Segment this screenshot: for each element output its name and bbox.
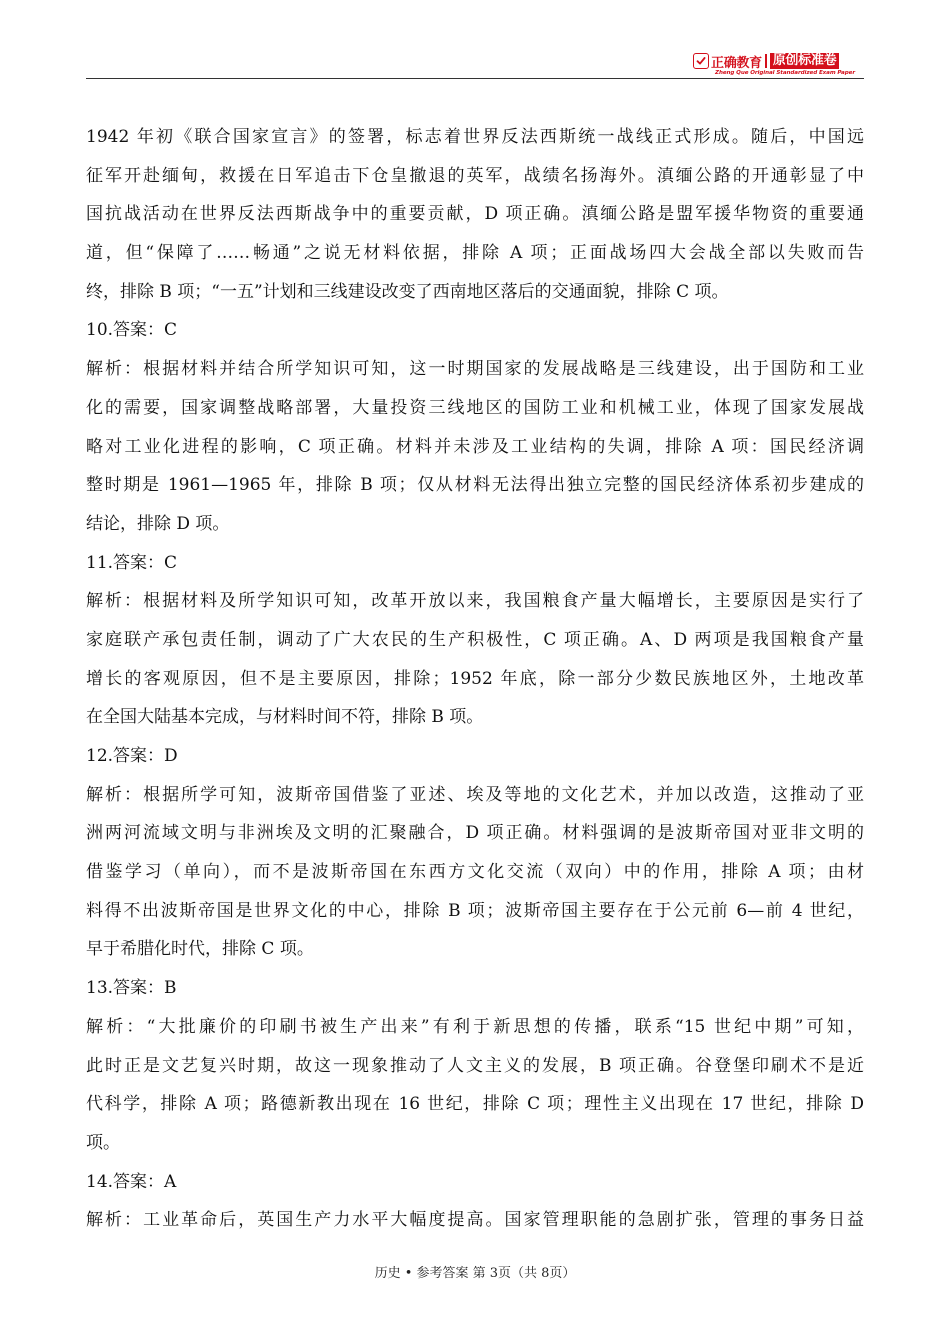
text-line: 项。 [86, 1132, 120, 1153]
text-line: 此时正是文艺复兴时期，故这一现象推动了人文主义的发展，B 项正确。谷登堡印刷术不是近 [86, 1055, 864, 1076]
text-line: 化的需要，国家调整战略部署，大量投资三线地区的国防工业和机械工业，体现了国家发展战 [86, 397, 864, 418]
text-line: 解析：“大批廉价的印刷书被生产出来”有利于新思想的传播，联系“15 世纪中期”可知， [86, 1016, 864, 1037]
text-line: 解析：根据材料并结合所学知识可知，这一时期国家的发展战略是三线建设，出于国防和工业 [86, 359, 864, 380]
text-line: 结论，排除 D 项。 [86, 513, 230, 534]
text-line: 早于希腊化时代，排除 C 项。 [86, 939, 314, 960]
text-line: 略对工业化进程的影响，C 项正确。材料并未涉及工业结构的失调，排除 A 项：国民经济调 [86, 436, 864, 457]
page-footer: 历史 • 参考答案 第 3页（共 8页） [374, 1266, 576, 1281]
text-line: 征军开赴缅甸，救援在日军追击下仓皇撤退的英军，战绩名扬海外。滇缅公路的开通彰显了中 [86, 165, 864, 186]
text-line: 借鉴学习（单向），而不是波斯帝国在东西方文化交流（双向）中的作用，排除 A 项；由材 [86, 862, 864, 883]
text-line: 家庭联产承包责任制，调动了广大农民的生产积极性，C 项正确。A、D 两项是我国粮食产量 [86, 629, 864, 650]
logo-divider [765, 54, 767, 68]
text-line: 解析：根据材料及所学知识可知，改革开放以来，我国粮食产量大幅增长，主要原因是实行了 [86, 591, 864, 612]
checkmark-icon [693, 53, 709, 69]
text-line: 增长的客观原因，但不是主要原因，排除；1952 年底，除一部分少数民族地区外，土地改革 [86, 668, 864, 689]
logo-slogan-text: 原创标准卷 [770, 53, 840, 69]
answer-heading-13: 13.答案：B [86, 978, 177, 999]
text-line: 整时期是 1961—1965 年，排除 B 项；仅从材料无法得出独立完整的国民经济体系初步建成的 [86, 475, 864, 496]
text-line: 道，但“保障了……畅通”之说无材料依据，排除 A 项；正面战场四大会战全部以失败而告 [86, 243, 864, 264]
text-line: 洲两河流域文明与非洲埃及文明的汇聚融合，D 项正确。材料强调的是波斯帝国对亚非文明的 [86, 823, 864, 844]
answer-heading-12: 12.答案：D [86, 746, 178, 766]
text-line: 在全国大陆基本完成，与材料时间不符，排除 B 项。 [86, 707, 484, 728]
answer-heading-10: 10.答案：C [86, 320, 178, 341]
logo-subtitle: Zheng Que Original Standardized Exam Paper [715, 70, 855, 76]
text-line: 代科学，排除 A 项；路德新教出现在 16 世纪，排除 C 项；理性主义出现在 17 世纪，排除 D [86, 1094, 864, 1115]
text-line: 1942 年初《联合国家宣言》的签署，标志着世界反法西斯统一战线正式形成。随后，中国远 [86, 127, 864, 147]
logo-brand-text: 正确教育 [711, 55, 762, 71]
answer-heading-14: 14.答案：A [86, 1171, 177, 1192]
text-line: 解析：根据所学可知，波斯帝国借鉴了亚述、埃及等地的文化艺术，并加以改造，这推动了亚 [86, 784, 864, 805]
text-line: 料得不出波斯帝国是世界文化的中心，排除 B 项；波斯帝国主要存在于公元前 6—前 4 世纪， [86, 900, 864, 921]
text-line: 解析：工业革命后，英国生产力水平大幅度提高。国家管理职能的急剧扩张，管理的事务日益 [86, 1210, 864, 1231]
answer-content [86, 118, 864, 1240]
answer-heading-11: 11.答案：C [86, 552, 178, 573]
brand-logo [693, 52, 865, 76]
text-line: 国抗战活动在世界反法西斯战争中的重要贡献，D 项正确。滇缅公路是盟军援华物资的重要通 [86, 204, 864, 225]
header-rule [86, 78, 864, 79]
text-line: 终，排除 B 项；“一五”计划和三线建设改变了西南地区落后的交通面貌，排除 C 项。 [86, 281, 729, 302]
